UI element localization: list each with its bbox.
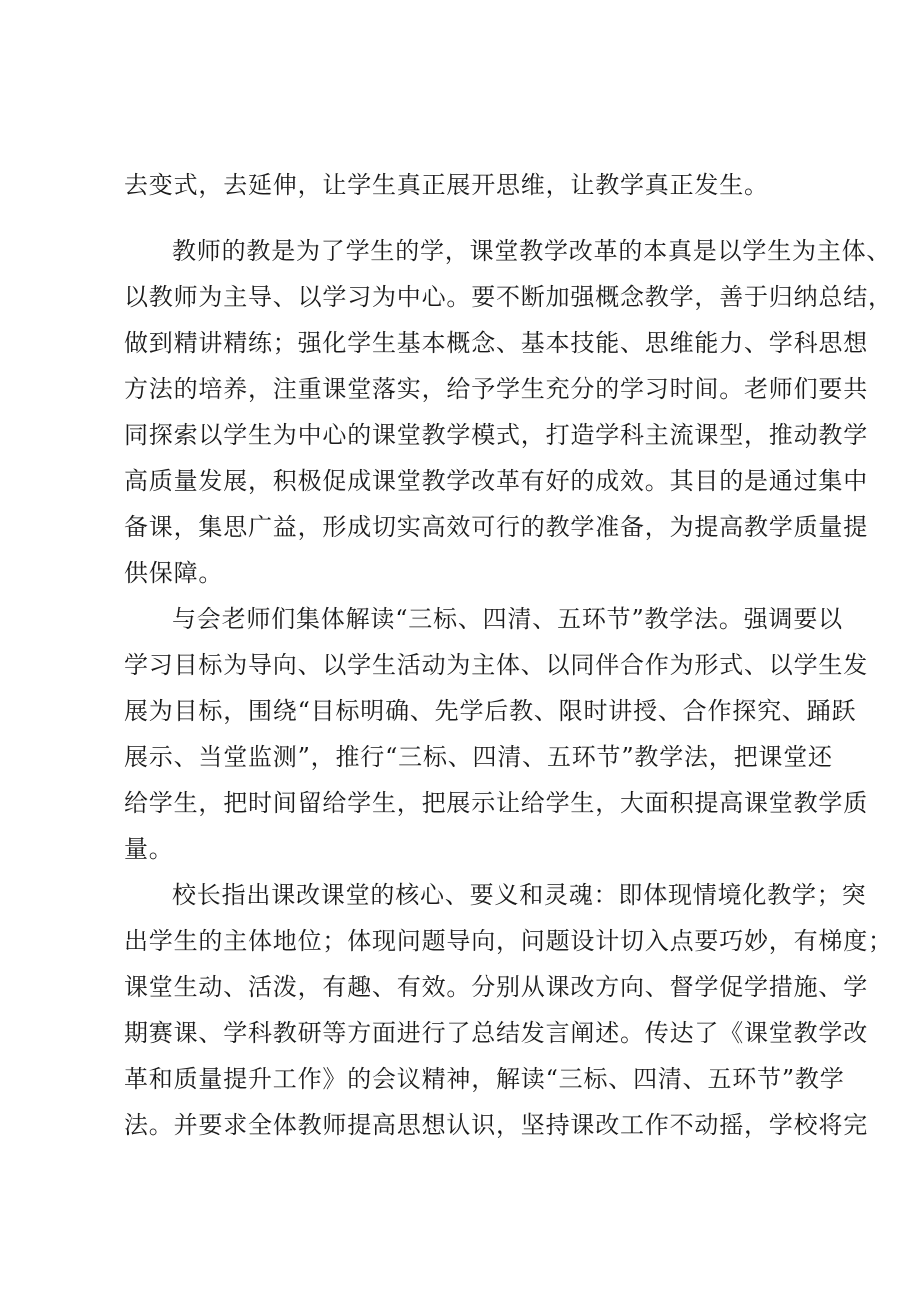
text-line: 备课，集思广益，形成切实高效可行的教学准备，为提高教学质量提 [124,513,868,541]
text-line: 展示、当堂监测”，推行“三标、四清、五环节”教学法，把课堂还 [124,743,833,771]
text-line: 去变式，去延伸，让学生真正展开思维，让教学真正发生。 [124,171,769,199]
text-line: 方法的培养，注重课堂落实，给予学生充分的学习时间。老师们要共 [124,375,868,403]
text-line: 教师的教是为了学生的学，课堂教学改革的本真是以学生为主体、 [172,237,892,265]
text-line: 供保障。 [124,559,224,587]
text-line: 期赛课、学科教研等方面进行了总结发言阐述。传达了《课堂教学改 [124,1019,868,1047]
text-line: 同探索以学生为中心的课堂教学模式，打造学科主流课型，推动教学 [124,421,868,449]
text-line: 量。 [124,835,174,863]
text-line: 革和质量提升工作》的会议精神，解读“三标、四清、五环节”教学 [124,1065,845,1093]
text-line: 学习目标为导向、以学生活动为主体、以同伴合作为形式、以学生发 [124,651,868,679]
text-line: 与会老师们集体解读“三标、四清、五环节”教学法。强调要以 [172,605,843,633]
text-line: 校长指出课改课堂的核心、要义和灵魂：即体现情境化教学；突 [172,881,867,909]
text-line: 做到精讲精练；强化学生基本概念、基本技能、思维能力、学科思想 [124,329,868,357]
text-line: 出学生的主体地位；体现问题导向，问题设计切入点要巧妙，有梯度； [124,927,893,955]
text-line: 高质量发展，积极促成课堂教学改革有好的成效。其目的是通过集中 [124,467,868,495]
text-line: 法。并要求全体教师提高思想认识，坚持课改工作不动摇，学校将完 [124,1111,868,1139]
text-line: 给学生，把时间留给学生，把展示让给学生，大面积提高课堂教学质 [124,789,868,817]
text-line: 展为目标，围绕“目标明确、先学后教、限时讲授、合作探究、踊跃 [124,697,857,725]
text-line: 以教师为主导、以学习为中心。要不断加强概念教学，善于归纳总结， [124,283,893,311]
text-line: 课堂生动、活泼，有趣、有效。分别从课改方向、督学促学措施、学 [124,973,868,1001]
